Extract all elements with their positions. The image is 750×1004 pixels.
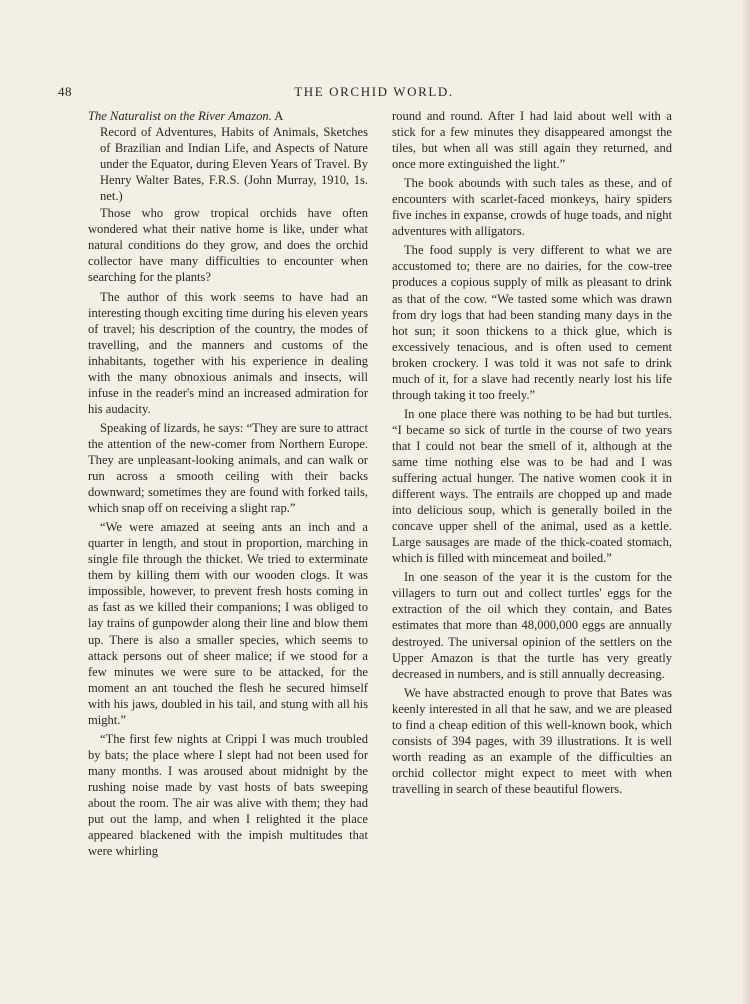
book-reference-details: Record of Adventures, Habits of Animals, Sketches of Brazilian and Indian Life, and Aspects of Nature under the Equator, during Eleven Years of Travel. By Henry Walter Bates, F.R.S. (John Murray, 1910, 1s. net.) [100,125,368,204]
paragraph-continuation: round and round. After I had laid about well with a stick for a few minutes they disappeared amongst the tiles, but when all was still again they returned, and once more extinguished the light.” [392,109,672,172]
page-header [58,84,690,106]
running-title: THE ORCHID WORLD. [294,84,454,99]
paragraph: In one season of the year it is the custom for the villagers to turn out and collect turtles' eggs for the extraction of the oil which they contain, and Bates estimates that more than 48,000,000 eggs are annually destroyed. The universal opinion of the settlers on the Upper Amazon is that the turtle has very greatly decreased in numbers, and is still annually decreasing. [392,570,672,681]
left-column [88,108,368,862]
paragraph: “We were amazed at seeing ants an inch and a quarter in length, and stout in proportion, marching in single file through the thicket. We tried to exterminate them by killing them with our wooden clogs. It was impossible, however, to prevent fresh hosts coming in as fast as we killed their companions; I was obliged to lay trains of gunpowder along their line and blow them up. There is also a smaller species, which seems to attack persons out of sheer malice; if we stood for a few minutes we were sure to be attacked, for the moment an ant touched the flesh he secured himself with his jaws, doubled in his tail, and stung with all his might.” [88,520,368,727]
paragraph: Speaking of lizards, he says: “They are sure to attract the attention of the new-comer from Northern Europe. They are unpleasant-looking animals, and can walk or run across a smooth ceiling with their backs downward; sometimes they are found with forked tails, which snap off on receiving a slight rap.” [88,420,368,516]
right-column [392,108,672,800]
paragraph: We have abstracted enough to prove that Bates was keenly interested in all that he saw, and we are pleased to find a cheap edition of this well-known book, which consists of 394 pages, with 39 illustrations. It is well worth reading as an example of the difficulties an orchid collector might expect to meet with when travelling in search of these beautiful flowers. [392,685,672,796]
book-title-line-rest: A [274,109,284,123]
page-edge-shadow [741,0,750,1004]
paragraph: “The first few nights at Crippi I was much troubled by bats; the place where I slept had not been used for many months. I was aroused about midnight by the rushing noise made by vast hosts of bats sweeping about the room. The air was alive with them; they had put out the lamp, and when I relighted it the place appeared blackened with the impish multitudes that were whirling [88,731,368,859]
page-number: 48 [58,84,72,99]
book-title: The Naturalist on the River Amazon. [88,109,272,123]
book-reference-title-line [88,108,368,124]
paragraph: The book abounds with such tales as these, and of encounters with scarlet-faced monkeys, hairy spiders five inches in expanse, crowds of huge toads, and night adventures with alligators. [392,176,672,239]
paragraph: Those who grow tropical orchids have often wondered what their native home is like, under what natural conditions do they grow, and does the orchid collector have many difficulties to encounter when searching for the plants? [88,206,368,285]
paragraph: The author of this work seems to have had an interesting though exciting time during his eleven years of travel; his description of the country, the modes of travelling, and the manners and customs of the inhabitants, together with his experience in dealing with the many obnoxious animals and insects, will infuse in the reader's mind an increased admiration for his audacity. [88,289,368,416]
paragraph: The food supply is very different to what we are accustomed to; there are no dairies, for the cow-tree produces a copious supply of milk as pleasant to drink as that of the cow. “We tasted some which was drawn from dry logs that had been standing many days in the hot sun; it soon thickens to a thick glue, which is excessively tenacious, and is often used to cement broken crockery. I was told it was not safe to drink much of it, for a slave had recently nearly lost his life through taking it too freely.” [392,243,672,402]
paragraph: In one place there was nothing to be had but turtles. “I became so sick of turtle in the course of two years that I could not bear the smell of it, although at the same time nothing else was to be had and I was suffering actual hunger. The native women cook it in different ways. The entrails are chopped up and made into delicious soup, which is generally boiled in the concave upper shell of the animal, used as a kettle. Large sausages are made of the thick-coated stomach, which is filled with mincemeat and boiled.” [392,406,672,566]
